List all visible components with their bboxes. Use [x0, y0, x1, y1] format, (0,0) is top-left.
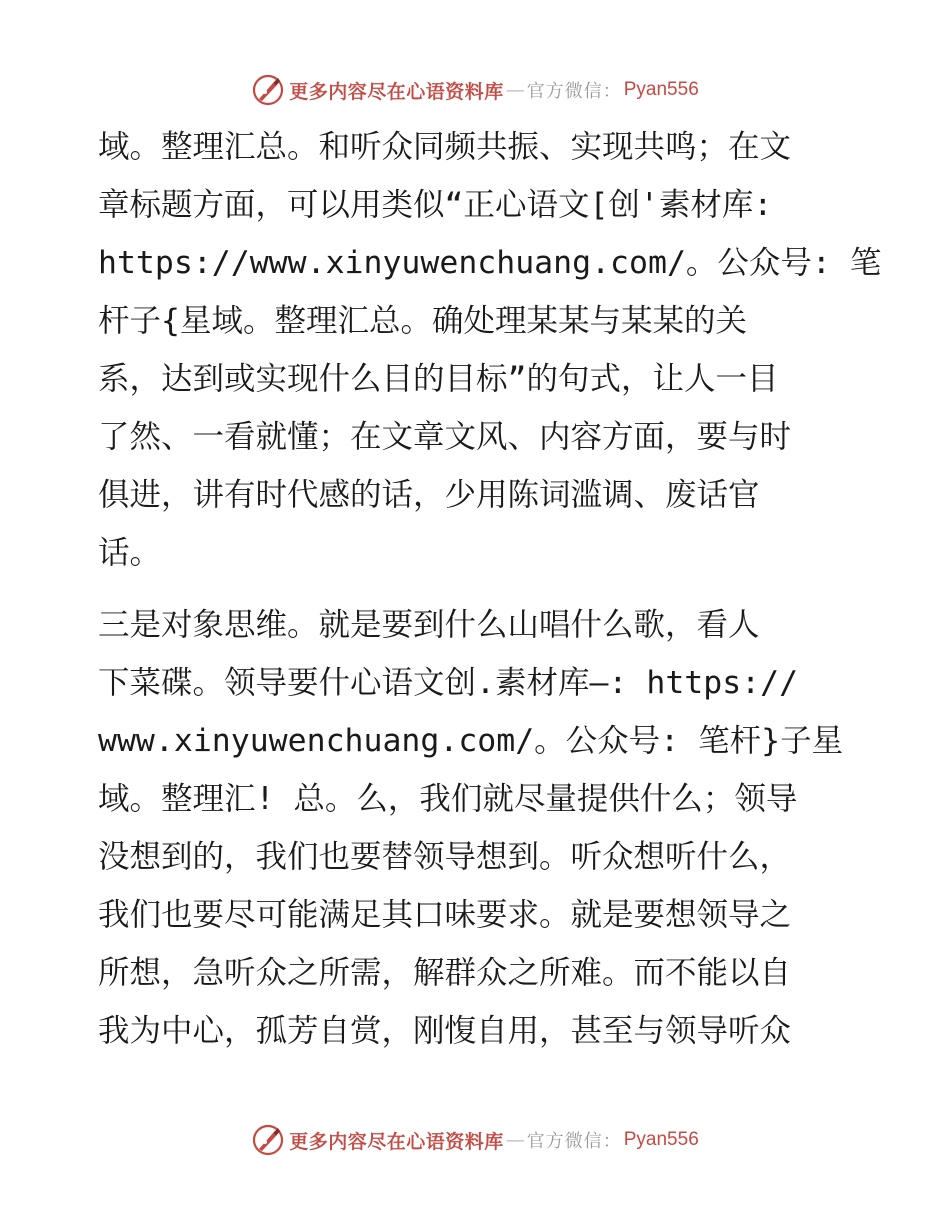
text-line: 下菜碟。领导要什心语文创.素材库—: https://: [98, 665, 799, 701]
text-line: 三是对象思维。就是要到什么山唱什么歌，看人: [98, 607, 760, 643]
quill-pen-seal-icon: [251, 1123, 285, 1157]
text-line: 域。整理汇总。和听众同频共振、实现共鸣；在文: [98, 129, 792, 165]
text-line: www.xinyuwenchuang.com/。公众号: 笔杆}子星: [98, 723, 844, 759]
footer-banner: [0, 1120, 950, 1160]
banner-title: 更多内容尽在心语资料库: [289, 1130, 504, 1153]
quill-pen-seal-icon: [251, 73, 285, 107]
header-banner: [0, 70, 950, 110]
text-line: 章标题方面，可以用类似“正心语文[创'素材库:: [98, 187, 773, 223]
paragraph-2: [98, 596, 858, 1060]
banner-title: 更多内容尽在心语资料库: [289, 80, 504, 103]
banner-separator: —: [505, 1129, 525, 1151]
banner-separator: —: [505, 79, 525, 101]
text-line: 没想到的，我们也要替领导想到。听众想听什么，: [98, 839, 792, 875]
body-text: [98, 118, 882, 1060]
text-line: 了然、一看就懂；在文章文风、内容方面，要与时: [98, 419, 792, 455]
text-line: https://www.xinyuwenchuang.com/。公众号: 笔: [98, 245, 882, 281]
banner-wechat-id: Pyan556: [623, 1129, 699, 1150]
banner-wechat-label: 官方微信：: [526, 81, 622, 102]
text-line: 俱进，讲有时代感的话，少用陈词滥调、废话官: [98, 477, 760, 513]
text-line: 我们也要尽可能满足其口味要求。就是要想领导之: [98, 897, 792, 933]
banner-wechat-id: Pyan556: [623, 79, 699, 100]
text-line: 所想，急听众之所需，解群众之所难。而不能以自: [98, 955, 792, 991]
text-line: 系，达到或实现什么目的目标”的句式，让人一目: [98, 361, 779, 397]
text-line: 我为中心，孤芳自赏，刚愎自用，甚至与领导听众: [98, 1013, 792, 1049]
text-line: 杆子{星域。整理汇总。确处理某某与某某的关: [98, 303, 747, 339]
text-line: 域。整理汇! 总。么，我们就尽量提供什么；领导: [98, 781, 798, 817]
text-line: 话。: [98, 535, 162, 571]
paragraph-1: [98, 118, 882, 582]
banner-wechat-label: 官方微信：: [526, 1131, 622, 1152]
